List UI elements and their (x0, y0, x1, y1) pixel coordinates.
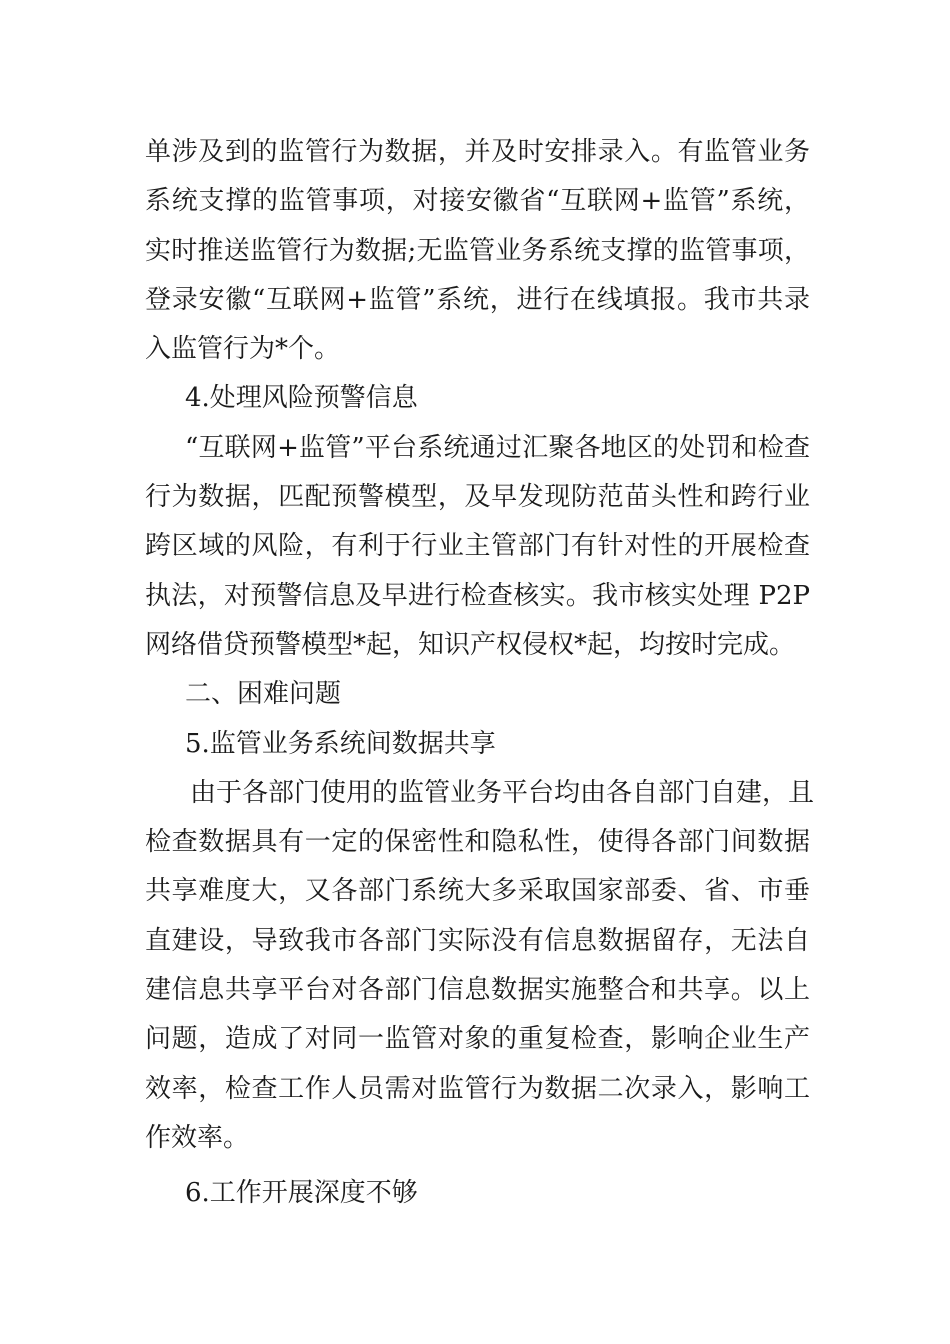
text-line: 网络借贷预警模型*起，知识产权侵权*起，均按时完成。 (145, 629, 796, 660)
paragraph-risk-warning (145, 424, 810, 670)
text-line: 问题，造成了对同一监管对象的重复检查，影响企业生产 (145, 1024, 810, 1055)
text-line: 由于各部门使用的监管业务平台均由各自部门自建，且 (190, 777, 815, 808)
text-line: 作效率。 (145, 1122, 250, 1153)
text-line: 登录安徽“互联网+监管”系统，进行在线填报。我市共录 (145, 284, 810, 315)
section-heading-risk-warning: 4.处理风险预警信息 (185, 383, 418, 414)
text-line: 直建设，导致我市各部门实际没有信息数据留存，无法自 (145, 925, 810, 956)
paragraph-recording (145, 128, 810, 374)
text-line: 建信息共享平台对各部门信息数据实施整合和共享。以上 (145, 975, 810, 1006)
text-line: 跨区域的风险，有利于行业主管部门有针对性的开展检查 (145, 531, 810, 562)
section-heading-data-sharing: 5.监管业务系统间数据共享 (185, 728, 496, 759)
document-body (145, 128, 815, 1219)
text-line: 共享难度大，又各部门系统大多采取国家部委、省、市垂 (145, 876, 810, 907)
text-line: 行为数据，匹配预警模型，及早发现防范苗头性和跨行业 (145, 482, 810, 513)
text-line: 检查数据具有一定的保密性和隐私性，使得各部门间数据 (145, 827, 810, 858)
text-line: 执法，对预警信息及早进行检查核实。我市核实处理 P2P (145, 580, 810, 611)
text-line: 单涉及到的监管行为数据，并及时安排录入。有监管业务 (145, 137, 810, 167)
text-line: 实时推送监管行为数据;无监管业务系统支撑的监管事项， (145, 235, 810, 266)
text-line: 入监管行为*个。 (145, 334, 341, 365)
section-heading-work-depth: 6.工作开展深度不够 (185, 1178, 418, 1209)
text-line: “互联网+监管”平台系统通过汇聚各地区的处罚和检查 (185, 432, 810, 463)
text-line: 效率，检查工作人员需对监管行为数据二次录入，影响工 (145, 1073, 810, 1104)
section-heading-difficulties: 二、困难问题 (185, 679, 342, 710)
paragraph-data-sharing (145, 769, 815, 1163)
text-line: 系统支撑的监管事项，对接安徽省“互联网+监管”系统， (145, 186, 810, 217)
